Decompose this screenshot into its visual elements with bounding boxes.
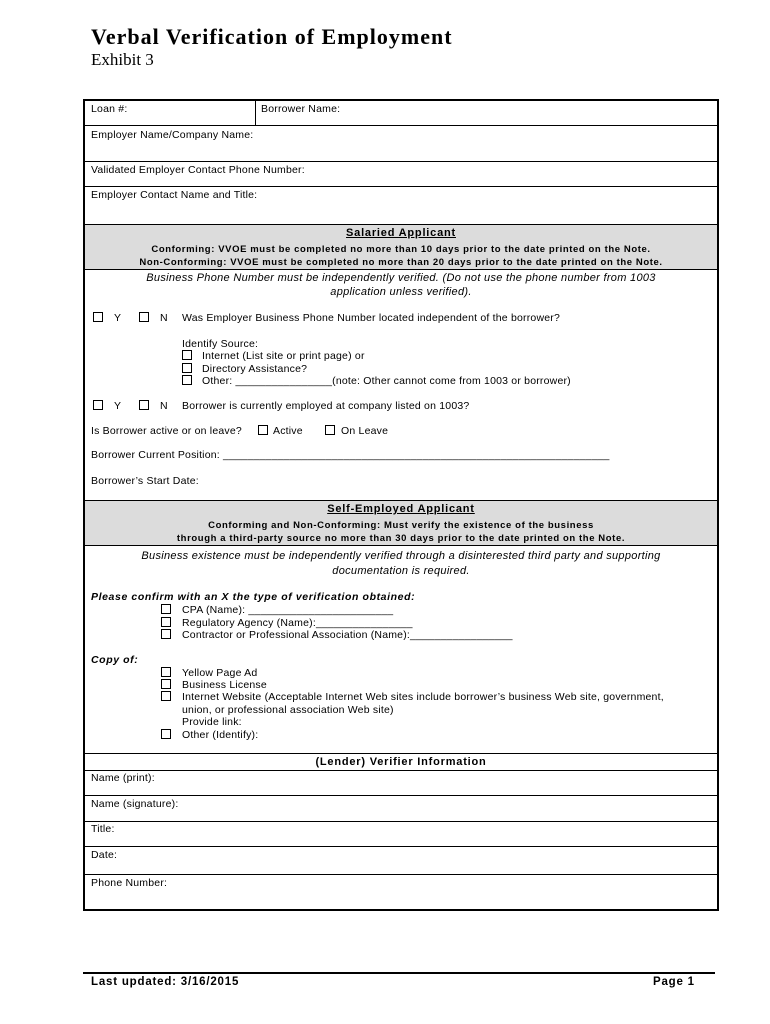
verification-form [83, 99, 719, 911]
yellow-page-label: Yellow Page Ad [182, 667, 258, 679]
source-internet-checkbox[interactable] [182, 350, 192, 360]
document-subtitle: Exhibit 3 [91, 50, 154, 69]
last-updated: Last updated: 3/16/2015 [91, 976, 240, 988]
source-internet-label: Internet (List site or print page) or [202, 350, 365, 362]
self-employed-rule-line1: Conforming and Non-Conforming: Must verify the existence of the business [208, 520, 594, 531]
page-number: Page 1 [653, 976, 695, 988]
divider [85, 821, 717, 822]
contractor-label: Contractor or Professional Association (Name):_________________ [182, 629, 513, 641]
other-identify-label: Other (Identify): [182, 729, 259, 741]
active-label: Active [273, 425, 303, 437]
salaried-note-line2: application unless verified). [330, 286, 472, 298]
salaried-conforming-rule: Conforming: VVOE must be completed no more than 10 days prior to the date printed on the Note. [151, 244, 651, 255]
confirm-instruction: Please confirm with an X the type of verification obtained: [91, 591, 416, 603]
cpa-label: CPA (Name): ________________________ [182, 604, 394, 616]
source-other-checkbox[interactable] [182, 375, 192, 385]
q1-no-checkbox[interactable] [139, 312, 149, 322]
employer-name-label: Employer Name/Company Name: [91, 129, 254, 141]
source-directory-label: Directory Assistance? [202, 363, 308, 375]
business-license-checkbox[interactable] [161, 679, 171, 689]
q2-question: Borrower is currently employed at company listed on 1003? [182, 400, 470, 412]
verifier-heading: (Lender) Verifier Information [315, 756, 487, 768]
q1-question: Was Employer Business Phone Number located independent of the borrower? [182, 312, 561, 324]
verifier-name-print-label: Name (print): [91, 772, 155, 784]
divider [85, 753, 717, 754]
employer-phone-label: Validated Employer Contact Phone Number: [91, 164, 305, 176]
salaried-heading: Salaried Applicant [346, 227, 456, 239]
self-employed-heading: Self-Employed Applicant [327, 503, 475, 515]
active-checkbox[interactable] [258, 425, 268, 435]
self-employed-note-line2: documentation is required. [332, 565, 470, 577]
divider [85, 186, 717, 187]
loan-number-label: Loan #: [91, 103, 128, 115]
verifier-signature-label: Name (signature): [91, 798, 179, 810]
q1-no-label: N [160, 312, 168, 324]
document-title: Verbal Verification of Employment [91, 24, 453, 49]
on-leave-checkbox[interactable] [325, 425, 335, 435]
source-directory-checkbox[interactable] [182, 363, 192, 373]
salaried-note-line1: Business Phone Number must be independently verified. (Do not use the phone number from 1003 [146, 272, 656, 284]
cpa-checkbox[interactable] [161, 604, 171, 614]
q1-yes-checkbox[interactable] [93, 312, 103, 322]
divider [85, 846, 717, 847]
salaried-section-header [85, 225, 717, 269]
divider [85, 874, 717, 875]
identify-source-label: Identify Source: [182, 338, 259, 350]
active-leave-question: Is Borrower active or on leave? [91, 425, 242, 437]
internet-website-line2: union, or professional association Web site) [182, 704, 394, 716]
divider [85, 269, 717, 270]
source-other-label: Other: ________________(note: Other cannot come from 1003 or borrower) [202, 375, 571, 387]
employer-contact-label: Employer Contact Name and Title: [91, 189, 258, 201]
verifier-title-label: Title: [91, 823, 115, 835]
yellow-page-checkbox[interactable] [161, 667, 171, 677]
business-license-label: Business License [182, 679, 267, 691]
self-employed-note-line1: Business existence must be independently verified through a disinterested third party and supporting [141, 550, 661, 562]
verifier-date-label: Date: [91, 849, 118, 861]
other-identify-checkbox[interactable] [161, 729, 171, 739]
footer-rule [83, 972, 715, 974]
internet-website-checkbox[interactable] [161, 691, 171, 701]
regulatory-label: Regulatory Agency (Name):________________ [182, 617, 413, 629]
contractor-checkbox[interactable] [161, 629, 171, 639]
q1-yes-label: Y [114, 312, 122, 324]
divider [85, 770, 717, 771]
salaried-nonconforming-rule: Non-Conforming: VVOE must be completed no more than 20 days prior to the date printed on the Note. [139, 257, 663, 268]
field-divider [255, 101, 256, 125]
verifier-phone-label: Phone Number: [91, 877, 168, 889]
borrower-name-label: Borrower Name: [261, 103, 341, 115]
q2-yes-checkbox[interactable] [93, 400, 103, 410]
q2-yes-label: Y [114, 400, 122, 412]
copy-of-label: Copy of: [91, 654, 139, 666]
divider [85, 161, 717, 162]
self-employed-rule-line2: through a third-party source no more than 30 days prior to the date printed on the Note. [176, 533, 626, 544]
divider [85, 125, 717, 126]
start-date-label: Borrower’s Start Date: [91, 475, 199, 487]
regulatory-checkbox[interactable] [161, 617, 171, 627]
divider [85, 795, 717, 796]
internet-website-line1: Internet Website (Acceptable Internet Web sites include borrower’s business Web site, government, [182, 691, 664, 703]
provide-link-label: Provide link: [182, 716, 242, 728]
self-employed-section-header [85, 501, 717, 545]
current-position-field[interactable]: Borrower Current Position: ________________________________________________________________ [91, 449, 610, 461]
on-leave-label: On Leave [341, 425, 389, 437]
q2-no-label: N [160, 400, 168, 412]
q2-no-checkbox[interactable] [139, 400, 149, 410]
divider [85, 545, 717, 546]
